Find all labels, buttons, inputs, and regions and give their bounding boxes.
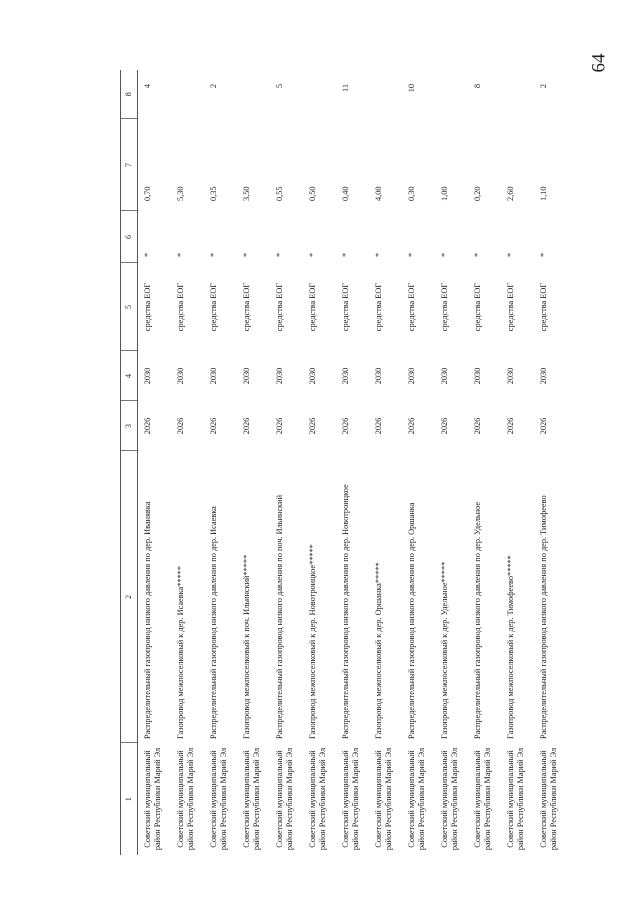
start-year-cell: 2026 xyxy=(275,417,284,435)
pipeline-name-cell: Распределительный газопровод низкого давления по дер. Тимофеево xyxy=(539,495,548,739)
length-cell: 2,60 xyxy=(506,186,515,201)
funding-source-cell: средства ЕОГ xyxy=(473,282,482,332)
count-cell: 2 xyxy=(539,84,548,89)
mark-cell: * xyxy=(176,252,185,257)
pipeline-name-cell: Распределительный газопровод низкого давления по дер. Исаевка xyxy=(209,506,218,739)
district-cell: Советский муниципальный район Республики Марий Эл xyxy=(275,747,295,851)
col-header-4: 4 xyxy=(121,351,138,401)
mark-cell: * xyxy=(539,252,548,257)
count-cell xyxy=(369,70,402,119)
table-row xyxy=(204,70,237,855)
length-cell: 0,55 xyxy=(275,186,284,201)
col-header-8: 8 xyxy=(121,70,138,119)
funding-source-cell: средства ЕОГ xyxy=(242,282,251,332)
funding-source-cell: средства ЕОГ xyxy=(407,282,416,332)
end-year-cell: 2030 xyxy=(374,367,383,385)
district-cell: Советский муниципальный район Республики Марий Эл xyxy=(308,747,328,851)
funding-source-cell: средства ЕОГ xyxy=(374,282,383,332)
mark-cell: * xyxy=(143,252,152,257)
count-cell: 11 xyxy=(341,84,350,92)
count-cell: 8 xyxy=(473,84,482,89)
funding-source-cell: средства ЕОГ xyxy=(506,282,515,332)
start-year-cell: 2026 xyxy=(209,417,218,435)
district-cell: Советский муниципальный район Республики Марий Эл xyxy=(374,747,394,851)
length-cell: 3,50 xyxy=(242,186,251,201)
length-cell: 0,70 xyxy=(143,186,152,201)
col-header-5: 5 xyxy=(121,263,138,351)
table-row xyxy=(270,70,303,855)
start-year-cell: 2026 xyxy=(308,417,317,435)
count-cell xyxy=(501,70,534,119)
district-cell: Советский муниципальный район Республики Марий Эл xyxy=(539,747,559,851)
col-header-3: 3 xyxy=(121,401,138,451)
gas-pipeline-table xyxy=(120,70,567,855)
table-row xyxy=(171,70,204,855)
start-year-cell: 2026 xyxy=(374,417,383,435)
count-cell xyxy=(171,70,204,119)
table-row xyxy=(435,70,468,855)
length-cell: 0,30 xyxy=(407,186,416,201)
end-year-cell: 2030 xyxy=(506,367,515,385)
district-cell: Советский муниципальный район Республики Марий Эл xyxy=(341,747,361,851)
start-year-cell: 2026 xyxy=(143,417,152,435)
count-cell: 4 xyxy=(143,84,152,89)
funding-source-cell: средства ЕОГ xyxy=(143,282,152,332)
district-cell: Советский муниципальный район Республики Марий Эл xyxy=(176,747,196,851)
funding-source-cell: средства ЕОГ xyxy=(209,282,218,332)
district-cell: Советский муниципальный район Республики Марий Эл xyxy=(242,747,262,851)
end-year-cell: 2030 xyxy=(143,367,152,385)
start-year-cell: 2026 xyxy=(473,417,482,435)
col-header-6: 6 xyxy=(121,211,138,263)
col-header-1: 1 xyxy=(121,743,138,855)
length-cell: 4,00 xyxy=(374,186,383,201)
length-cell: 0,50 xyxy=(308,186,317,201)
mark-cell: * xyxy=(209,252,218,257)
end-year-cell: 2030 xyxy=(539,367,548,385)
funding-source-cell: средства ЕОГ xyxy=(341,282,350,332)
start-year-cell: 2026 xyxy=(176,417,185,435)
mark-cell: * xyxy=(308,252,317,257)
district-cell: Советский муниципальный район Республики Марий Эл xyxy=(440,747,460,851)
end-year-cell: 2030 xyxy=(440,367,449,385)
table-row xyxy=(402,70,435,855)
count-cell xyxy=(303,70,336,119)
length-cell: 5,30 xyxy=(176,186,185,201)
pipeline-name-cell: Газопровод межпоселковый к дер. Исаевка***** xyxy=(176,566,185,739)
start-year-cell: 2026 xyxy=(407,417,416,435)
column-number-row xyxy=(121,70,138,855)
end-year-cell: 2030 xyxy=(242,367,251,385)
pipeline-name-cell: Газопровод межпоселковый к дер. Тимофеево***** xyxy=(506,555,515,739)
end-year-cell: 2030 xyxy=(473,367,482,385)
pipeline-name-cell: Распределительный газопровод низкого давления по дер. Оршанка xyxy=(407,502,416,739)
end-year-cell: 2030 xyxy=(407,367,416,385)
table-row xyxy=(336,70,369,855)
table-row xyxy=(501,70,534,855)
length-cell: 0,35 xyxy=(209,186,218,201)
start-year-cell: 2026 xyxy=(242,417,251,435)
count-cell xyxy=(435,70,468,119)
mark-cell: * xyxy=(440,252,449,257)
mark-cell: * xyxy=(374,252,383,257)
pipeline-name-cell: Распределительный газопровод низкого давления по дер. Новотроицкое xyxy=(341,484,350,739)
length-cell: 1,10 xyxy=(539,186,548,201)
start-year-cell: 2026 xyxy=(506,417,515,435)
page-number: 64 xyxy=(588,53,610,73)
length-cell: 1,00 xyxy=(440,186,449,201)
pipeline-name-cell: Газопровод межпоселковый к дер. Удельное***** xyxy=(440,561,449,739)
count-cell: 5 xyxy=(275,84,284,89)
funding-source-cell: средства ЕОГ xyxy=(176,282,185,332)
end-year-cell: 2030 xyxy=(341,367,350,385)
pipeline-name-cell: Распределительный газопровод низкого давления по дер. Иванявка xyxy=(143,501,152,739)
document-table-area xyxy=(120,70,604,855)
start-year-cell: 2026 xyxy=(539,417,548,435)
table-row xyxy=(303,70,336,855)
funding-source-cell: средства ЕОГ xyxy=(275,282,284,332)
district-cell: Советский муниципальный район Республики Марий Эл xyxy=(143,747,163,851)
funding-source-cell: средства ЕОГ xyxy=(539,282,548,332)
table-row xyxy=(138,70,172,855)
count-cell xyxy=(237,70,270,119)
mark-cell: * xyxy=(407,252,416,257)
funding-source-cell: средства ЕОГ xyxy=(308,282,317,332)
end-year-cell: 2030 xyxy=(209,367,218,385)
pipeline-name-cell: Газопровод межпоселковый к поч. Ильинский***** xyxy=(242,554,251,739)
mark-cell: * xyxy=(473,252,482,257)
mark-cell: * xyxy=(242,252,251,257)
end-year-cell: 2030 xyxy=(308,367,317,385)
rotated-table-wrapper xyxy=(120,70,604,855)
mark-cell: * xyxy=(341,252,350,257)
count-cell: 10 xyxy=(407,84,416,93)
district-cell: Советский муниципальный район Республики Марий Эл xyxy=(473,747,493,851)
pipeline-name-cell: Газопровод межпоселковый к дер. Новотроицкое***** xyxy=(308,544,317,739)
start-year-cell: 2026 xyxy=(341,417,350,435)
col-header-2: 2 xyxy=(121,451,138,743)
table-row xyxy=(237,70,270,855)
table-row xyxy=(534,70,567,855)
col-header-7: 7 xyxy=(121,119,138,211)
length-cell: 0,20 xyxy=(473,186,482,201)
pipeline-name-cell: Газопровод межпоселковый к дер. Оршанка***** xyxy=(374,562,383,739)
district-cell: Советский муниципальный район Республики Марий Эл xyxy=(209,747,229,851)
count-cell: 2 xyxy=(209,84,218,89)
pipeline-name-cell: Распределительный газопровод низкого давления по поч. Ильинский xyxy=(275,494,284,739)
pipeline-name-cell: Распределительный газопровод низкого давления по дер. Удельное xyxy=(473,501,482,739)
length-cell: 0,40 xyxy=(341,186,350,201)
mark-cell: * xyxy=(506,252,515,257)
district-cell: Советский муниципальный район Республики Марий Эл xyxy=(506,747,526,851)
district-cell: Советский муниципальный район Республики Марий Эл xyxy=(407,747,427,851)
funding-source-cell: средства ЕОГ xyxy=(440,282,449,332)
end-year-cell: 2030 xyxy=(275,367,284,385)
mark-cell: * xyxy=(275,252,284,257)
table-row xyxy=(468,70,501,855)
start-year-cell: 2026 xyxy=(440,417,449,435)
table-row xyxy=(369,70,402,855)
end-year-cell: 2030 xyxy=(176,367,185,385)
